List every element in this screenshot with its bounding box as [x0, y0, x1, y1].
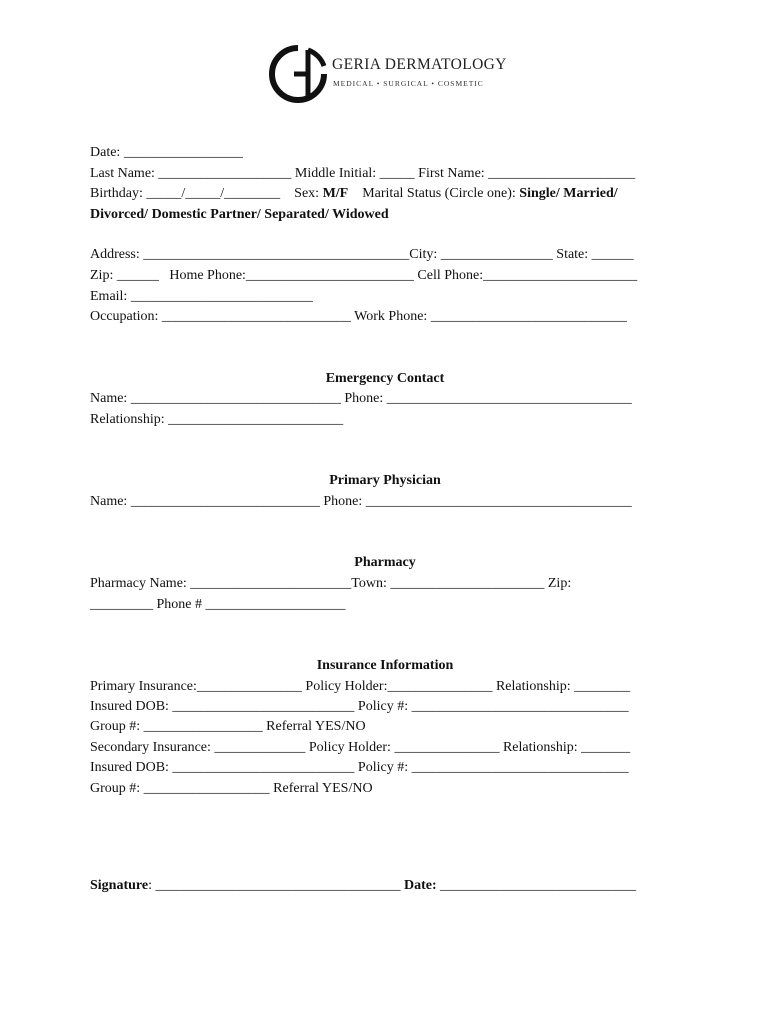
- marital-status-label: Marital Status (Circle one):: [348, 186, 520, 201]
- primary-insurance-fields[interactable]: Primary Insurance:_______________ Policy Holder:_______________ Relationship: ________: [90, 679, 631, 694]
- date-field[interactable]: Date: _________________: [90, 145, 243, 160]
- address-fields[interactable]: Address: ______________________________________City: ________________ State: ______: [90, 247, 634, 262]
- signature-label: Signature: [90, 878, 149, 893]
- email-field[interactable]: Email: __________________________: [90, 289, 313, 304]
- occupation-fields[interactable]: Occupation: ___________________________ Work Phone: ____________________________: [90, 309, 627, 324]
- emergency-name-phone[interactable]: Name: ______________________________ Phone: ___________________________________: [90, 391, 632, 406]
- secondary-group-referral[interactable]: Group #: __________________ Referral YES/NO: [90, 781, 373, 796]
- physician-heading-text: Primary Physician: [329, 473, 441, 488]
- pharmacy-zip-phone[interactable]: _________ Phone # ____________________: [90, 597, 346, 612]
- logo-tagline: MEDICAL • SURGICAL • COSMETIC: [333, 79, 484, 88]
- birthday-field[interactable]: Birthday: _____/_____/________ Sex:: [90, 186, 323, 201]
- gd-monogram-icon: [268, 44, 328, 104]
- secondary-insurance-fields[interactable]: Secondary Insurance: _____________ Policy Holder: _______________ Relationship: _______: [90, 740, 631, 755]
- sex-options[interactable]: M/F: [322, 186, 349, 201]
- emergency-relationship[interactable]: Relationship: _________________________: [90, 412, 344, 427]
- name-fields[interactable]: Last Name: ___________________ Middle Initial: _____ First Name: _____________________: [90, 166, 636, 181]
- pharmacy-heading-text: Pharmacy: [354, 555, 416, 570]
- emergency-heading: [0, 370, 770, 387]
- pharmacy-heading: [0, 554, 770, 571]
- logo: [268, 44, 508, 104]
- marital-options[interactable]: Single/ Married/: [519, 186, 618, 201]
- insurance-heading-text: Insurance Information: [316, 658, 454, 673]
- pharmacy-name-town-zip[interactable]: Pharmacy Name: _______________________Town: ______________________ Zip:: [90, 576, 572, 591]
- marital-options-2[interactable]: Divorced/ Domestic Partner/ Separated/ Widowed: [90, 207, 389, 222]
- logo-name: GERIA DERMATOLOGY: [332, 56, 507, 73]
- signature-field[interactable]: : ___________________________________: [148, 878, 404, 893]
- zip-phone-fields[interactable]: Zip: ______ Home Phone:________________________ Cell Phone:______________________: [90, 268, 638, 283]
- insurance-heading: [0, 657, 770, 674]
- emergency-heading-text: Emergency Contact: [325, 371, 445, 386]
- signature-line[interactable]: [90, 877, 636, 894]
- marital-options-continued[interactable]: [90, 206, 389, 223]
- primary-group-referral[interactable]: Group #: _________________ Referral YES/NO: [90, 719, 366, 734]
- primary-dob-policy[interactable]: Insured DOB: __________________________ Policy #: _______________________________: [90, 699, 629, 714]
- signature-date-label: Date:: [403, 878, 437, 893]
- birthday-sex-marital-line[interactable]: [90, 185, 618, 202]
- signature-date-field[interactable]: ____________________________: [436, 878, 637, 893]
- physician-name-phone[interactable]: Name: ___________________________ Phone: ______________________________________: [90, 494, 632, 509]
- secondary-dob-policy[interactable]: Insured DOB: __________________________ Policy #: _______________________________: [90, 760, 629, 775]
- physician-heading: [0, 472, 770, 489]
